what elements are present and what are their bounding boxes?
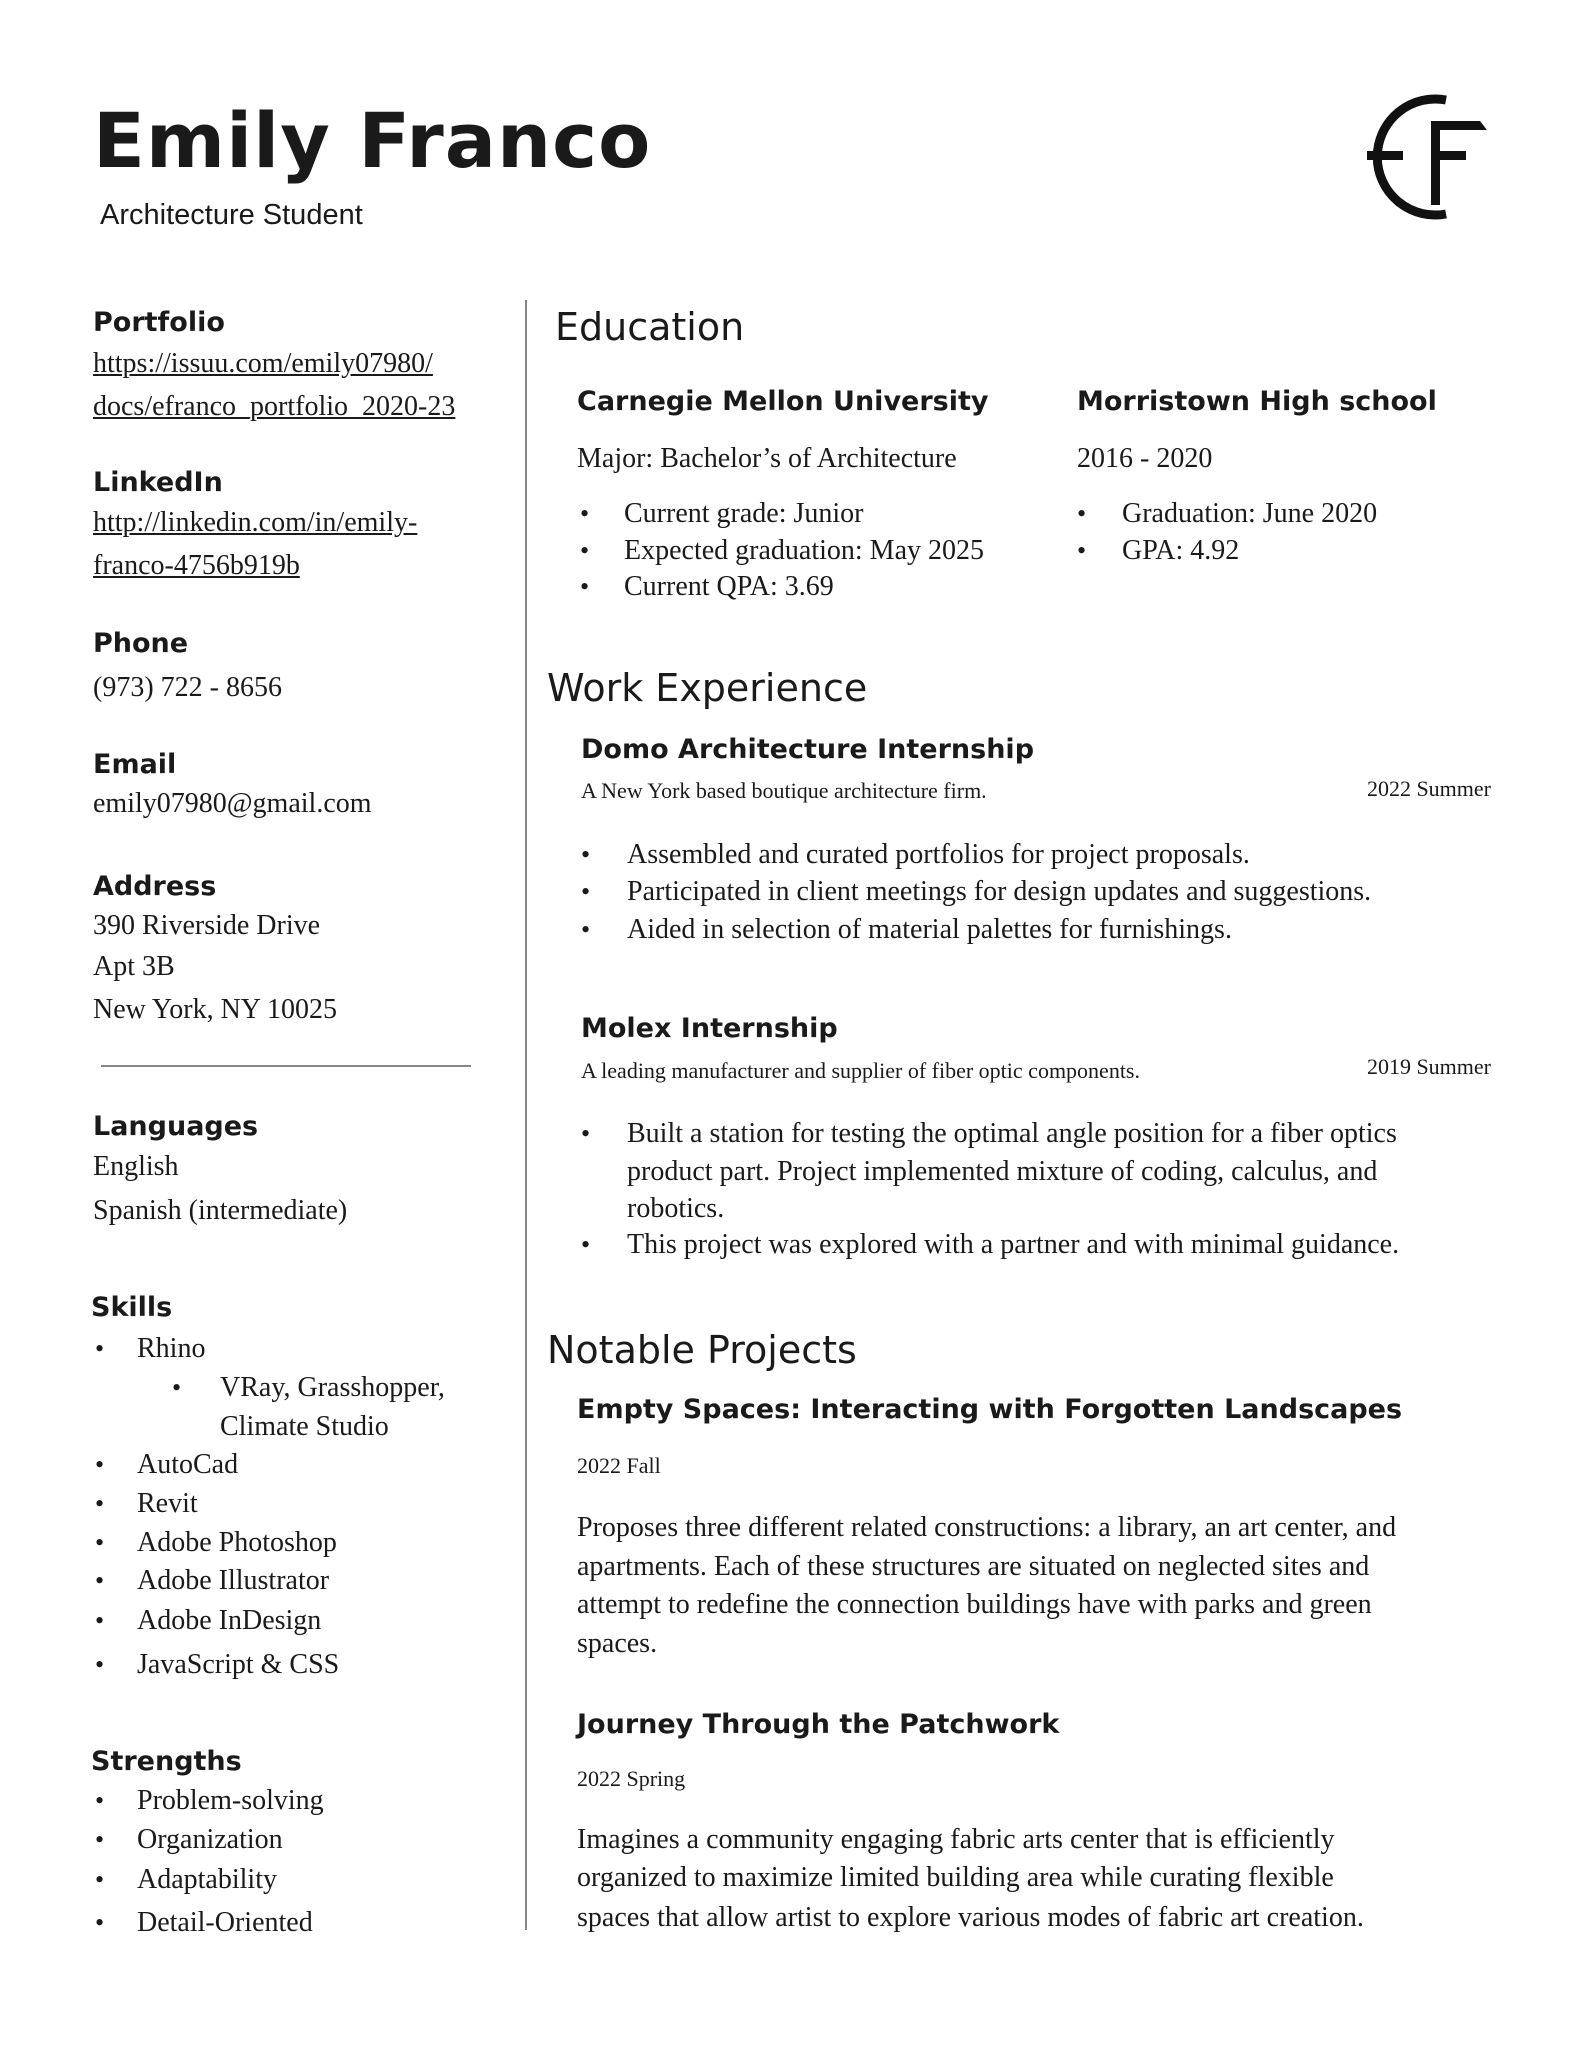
job-bullet: Aided in selection of material palettes for furnishings. bbox=[627, 914, 1232, 945]
bullet-icon: • bbox=[580, 536, 590, 565]
portfolio-link[interactable]: docs/efranco_portfolio_2020-23 bbox=[93, 391, 456, 422]
strengths-label: Strengths bbox=[91, 1746, 242, 1777]
job-title: Architecture Student bbox=[100, 199, 363, 231]
bullet-icon: • bbox=[581, 915, 591, 944]
education-heading: Education bbox=[555, 305, 745, 349]
school-name: Carnegie Mellon University bbox=[577, 386, 989, 417]
language-item: Spanish (intermediate) bbox=[93, 1195, 348, 1226]
job-bullet: Participated in client meetings for design updates and suggestions. bbox=[627, 876, 1372, 907]
project-description: organized to maximize limited building area while curating flexible bbox=[577, 1862, 1334, 1893]
job-bullet: robotics. bbox=[627, 1193, 725, 1224]
education-detail: Current QPA: 3.69 bbox=[624, 571, 834, 602]
job-bullet: This project was explored with a partner and with minimal guidance. bbox=[627, 1229, 1400, 1260]
project-title: Journey Through the Patchwork bbox=[577, 1709, 1060, 1740]
portfolio-link[interactable]: https://issuu.com/emily07980/ bbox=[93, 348, 433, 379]
bullet-icon: • bbox=[581, 877, 591, 906]
bullet-icon: • bbox=[95, 1450, 105, 1479]
bullet-icon: • bbox=[95, 1650, 105, 1679]
notable-projects-heading: Notable Projects bbox=[547, 1328, 857, 1372]
bullet-icon: • bbox=[95, 1489, 105, 1518]
name-heading: Emily Franco bbox=[93, 96, 652, 185]
sidebar-divider bbox=[101, 1065, 471, 1067]
skill-item: JavaScript & CSS bbox=[137, 1649, 340, 1680]
bullet-icon: • bbox=[95, 1825, 105, 1854]
languages-label: Languages bbox=[93, 1111, 259, 1142]
job-date: 2022 Summer bbox=[1366, 776, 1491, 801]
job-date: 2019 Summer bbox=[1366, 1054, 1491, 1079]
language-item: English bbox=[93, 1151, 179, 1182]
skill-subitem: Climate Studio bbox=[220, 1411, 389, 1442]
job-bullet: product part. Project implemented mixture of coding, calculus, and bbox=[627, 1156, 1378, 1187]
linkedin-label: LinkedIn bbox=[93, 467, 223, 498]
school-name: Morristown High school bbox=[1077, 386, 1437, 417]
skill-item: Revit bbox=[137, 1488, 198, 1519]
skill-item: Adobe InDesign bbox=[137, 1605, 322, 1636]
skill-subitem: VRay, Grasshopper, bbox=[220, 1372, 445, 1403]
bullet-icon: • bbox=[581, 1230, 591, 1259]
email-value: emily07980@gmail.com bbox=[93, 788, 372, 819]
project-description: spaces. bbox=[577, 1628, 658, 1659]
bullet-icon: • bbox=[95, 1334, 105, 1363]
job-description: A New York based boutique architecture firm. bbox=[581, 778, 987, 803]
job-bullet: Assembled and curated portfolios for project proposals. bbox=[627, 839, 1250, 870]
job-bullet: Built a station for testing the optimal angle position for a fiber optics bbox=[627, 1118, 1397, 1149]
skill-item: Rhino bbox=[137, 1333, 206, 1364]
project-description: spaces that allow artist to explore various modes of fabric art creation. bbox=[577, 1902, 1364, 1933]
bullet-icon: • bbox=[580, 572, 590, 601]
school-years: 2016 - 2020 bbox=[1077, 443, 1213, 474]
project-description: Imagines a community engaging fabric arts center that is efficiently bbox=[577, 1824, 1335, 1855]
linkedin-link[interactable]: franco-4756b919b bbox=[93, 550, 300, 581]
project-title: Empty Spaces: Interacting with Forgotten Landscapes bbox=[577, 1394, 1403, 1425]
project-description: Proposes three different related constructions: a library, an art center, and bbox=[577, 1512, 1397, 1543]
skill-item: Adobe Photoshop bbox=[137, 1527, 337, 1558]
bullet-icon: • bbox=[95, 1908, 105, 1937]
school-major: Major: Bachelor’s of Architecture bbox=[577, 443, 957, 474]
address-line: Apt 3B bbox=[93, 951, 175, 982]
bullet-icon: • bbox=[95, 1528, 105, 1557]
job-title: Domo Architecture Internship bbox=[581, 734, 1035, 765]
skills-label: Skills bbox=[91, 1292, 173, 1323]
project-description: apartments. Each of these structures are situated on neglected sites and bbox=[577, 1551, 1370, 1582]
education-detail: Expected graduation: May 2025 bbox=[624, 535, 985, 566]
job-description: A leading manufacturer and supplier of fiber optic components. bbox=[581, 1058, 1140, 1083]
bullet-icon: • bbox=[580, 499, 590, 528]
bullet-icon: • bbox=[581, 840, 591, 869]
strength-item: Detail-Oriented bbox=[137, 1907, 313, 1938]
bullet-icon: • bbox=[95, 1786, 105, 1815]
bullet-icon: • bbox=[1077, 499, 1087, 528]
skill-item: Adobe Illustrator bbox=[137, 1565, 330, 1596]
project-date: 2022 Spring bbox=[577, 1766, 686, 1791]
column-divider bbox=[525, 300, 527, 1930]
skill-item: AutoCad bbox=[137, 1449, 239, 1480]
portfolio-label: Portfolio bbox=[93, 307, 225, 338]
bullet-icon: • bbox=[95, 1606, 105, 1635]
bullet-icon: • bbox=[172, 1373, 182, 1402]
strength-item: Adaptability bbox=[137, 1864, 277, 1895]
education-detail: Current grade: Junior bbox=[624, 498, 864, 529]
bullet-icon: • bbox=[1077, 536, 1087, 565]
strength-item: Organization bbox=[137, 1824, 283, 1855]
bullet-icon: • bbox=[581, 1119, 591, 1148]
work-experience-heading: Work Experience bbox=[547, 666, 868, 710]
linkedin-link[interactable]: http://linkedin.com/in/emily- bbox=[93, 507, 418, 538]
monogram-logo-icon bbox=[1355, 88, 1505, 228]
phone-value: (973) 722 - 8656 bbox=[93, 672, 282, 703]
project-description: attempt to redefine the connection buildings have with parks and green bbox=[577, 1589, 1372, 1620]
bullet-icon: • bbox=[95, 1566, 105, 1595]
bullet-icon: • bbox=[95, 1865, 105, 1894]
address-line: 390 Riverside Drive bbox=[93, 910, 321, 941]
job-title: Molex Internship bbox=[581, 1013, 838, 1044]
education-detail: Graduation: June 2020 bbox=[1122, 498, 1378, 529]
education-detail: GPA: 4.92 bbox=[1122, 535, 1240, 566]
address-line: New York, NY 10025 bbox=[93, 994, 337, 1025]
address-label: Address bbox=[93, 871, 217, 902]
project-date: 2022 Fall bbox=[577, 1453, 661, 1478]
strength-item: Problem-solving bbox=[137, 1785, 324, 1816]
email-label: Email bbox=[93, 749, 177, 780]
phone-label: Phone bbox=[93, 628, 189, 659]
